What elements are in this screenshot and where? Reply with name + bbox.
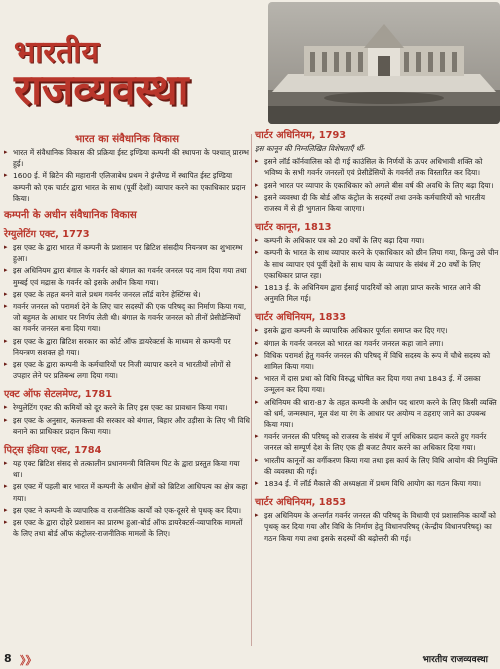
list-1773 <box>4 242 250 381</box>
list-1793 <box>255 156 500 214</box>
list-item: ▸ कम्पनी के अधिकार पत्र को 20 वर्षों के लिए बढ़ा दिया गया। <box>255 235 500 246</box>
list-item: ▸ इसने व्यवस्था दी कि बोर्ड ऑफ कंट्रोल के सदस्यों तथा उनके कर्मचारियों को भारतीय राजस्व में से ही भुगतान किया जाएगा। <box>255 192 500 214</box>
column-divider <box>251 134 252 646</box>
list-item: ▸ इस एक्ट ने कम्पनी के व्यापारिक व राजनीतिक कार्यों को एक-दूसरे से पृथक् कर दिया। <box>4 505 250 516</box>
heading-company-development: कम्पनी के अधीन संवैधानिक विकास <box>4 210 137 222</box>
list-item: ▸ भारत में संवैधानिक विकास की प्रक्रिया ईस्ट इण्डिया कम्पनी की स्थापना के पश्चात् प्रारम्भ हुई। <box>4 147 250 169</box>
chevron-arrows-icon: 》》 <box>20 654 37 667</box>
list-item: ▸ भारत में दास प्रथा को विधि विरुद्ध घोषित कर दिया गया तथा 1843 ई. में उसका उन्मूलन कर दिया गया। <box>255 373 500 395</box>
list-item: ▸ इस अधिनियम द्वारा बंगाल के गवर्नर को बंगाल का गवर्नर जनरल पद नाम दिया गया तथा मुम्बई एवं मद्रास के गवर्नर को इसके अधीन किया गया। <box>4 265 250 287</box>
list-item: ▸ यह एक्ट ब्रिटिश संसद से तत्कालीन प्रधानमन्त्री विलियम पिट के द्वारा प्रस्तुत किया गया था। <box>4 458 250 480</box>
left-column <box>4 128 250 540</box>
list-item: ▸ इसने लॉर्ड कॉर्नवालिस को दी गई काउंसिल के निर्णयों के ऊपर अधिभावी शक्ति को भविष्य के सभी गवर्नर जनरलों एवं प्रेसीडेंसियों के गवर्नरों तक विस्तारित कर दिया। <box>255 156 500 178</box>
right-column <box>255 128 500 545</box>
list-item: ▸ इस एक्ट के द्वारा कम्पनी के कर्मचारियों पर निजी व्यापार करने व भारतीयों लोगों से उपहार लेने पर प्रतिबन्ध लगा दिया गया। <box>4 359 250 381</box>
list-item: ▸ गवर्नर जनरल की परिषद् को राजस्व के संबंध में पूर्ण अधिकार प्रदान करते हुए गवर्नर जनरल को सम्पूर्ण देश के लिए एक ही बजट तैयार करने का अधिकार दिया गया। <box>255 431 500 453</box>
title-top: भारतीय <box>14 35 100 70</box>
title-main: राजव्यवस्था <box>14 65 189 114</box>
list-1853 <box>255 510 500 544</box>
heading-charter-act-1853: चार्टर अधिनियम, 1853 <box>255 497 347 509</box>
list-item: ▸ इस एक्ट के द्वारा दोहरे प्रशासन का प्रारम्भ हुआ-बोर्ड ऑफ डायरेक्टर्स-व्यापारिक मामलों के लिए तथा बोर्ड ऑफ कंट्रोलर-राजनीतिक मामलों के लिए। <box>4 517 250 539</box>
list-1784 <box>4 458 250 539</box>
list-item: ▸ इस अधिनियम के अन्तर्गत गवर्नर जनरल की परिषद् के विधायी एवं प्रशासनिक कार्यों को पृथक् कर दिया गया और विधि के निर्माण हेतु विधानपरिषद् (केन्द्रीय विधानपरिषद्) का गठन किया गया तथा इसके सदस्यों की बढ़ोत्तरी की गई। <box>255 510 500 544</box>
list-item: ▸ 1813 ई. के अधिनियम द्वारा ईसाई पादरियों को आज्ञा प्राप्त करके भारत आने की अनुमति मिल गई। <box>255 282 500 304</box>
list-item: ▸ रेग्युलेटिंग एक्ट की कमियों को दूर करने के लिए इस एक्ट का प्रावधान किया गया। <box>4 402 250 413</box>
heading-charter-act-1833: चार्टर अधिनियम, 1833 <box>255 312 347 324</box>
heading-regulating-act-1773: रेग्युलेटिंग एक्ट, 1773 <box>4 229 90 241</box>
list-item: ▸ विधिक परामर्श हेतु गवर्नर जनरल की परिषद् में विधि सदस्य के रूप में चौथे सदस्य को शामिल किया गया। <box>255 350 500 372</box>
list-item: ▸ 1600 ई. में ब्रिटेन की महारानी एलिजाबेथ प्रथम ने इंग्लैण्ड में स्थापित ईस्ट इण्डिया कम्पनी को एक चार्टर द्वारा भारत के साथ (पूर्वी देशों) व्यापार करने का एकाधिकार प्रदान किया। <box>4 170 250 204</box>
heading-act-of-settlement-1781: एक्ट ऑफ सेटलमेण्ट, 1781 <box>4 389 113 401</box>
subheading-1793: इस कानून की निम्नलिखित विशेषताएँ थीं- <box>255 144 366 153</box>
list-item: ▸ इस एक्ट में पहली बार भारत में कम्पनी के अधीन क्षेत्रों को ब्रिटिश आधिपत्य का क्षेत्र कहा गया। <box>4 481 250 503</box>
list-item: ▸ इसने भारत पर व्यापार के एकाधिकार को अगले बीस वर्ष की अवधि के लिए बढ़ा दिया। <box>255 180 500 191</box>
list-1781 <box>4 402 250 437</box>
heading-constitutional-development: भारत का संवैधानिक विकास <box>74 134 180 145</box>
list-item: ▸ गवर्नर जनरल को परामर्श देने के लिए चार सदस्यों की एक परिषद् का निर्माण किया गया, जो बहुमत के आधार पर निर्णय लेती थी। बंगाल के गवर्नर जनरल को तीनों प्रेसीडेन्सियों का गवर्नर जनरल बना दिया गया। <box>4 301 250 335</box>
list-item: ▸ अधिनियम की धारा-87 के तहत कम्पनी के अधीन पद धारण करने के लिए किसी व्यक्ति को धर्म, जन्मस्थान, मूल वंश या रंग के आधार पर अयोग्य न ठहराए जाने का उपबन्ध किया गया। <box>255 397 500 431</box>
list-item: ▸ बंगाल के गवर्नर जनरल को भारत का गवर्नर जनरल कहा जाने लगा। <box>255 338 500 349</box>
heading-charter-act-1793: चार्टर अधिनियम, 1793 <box>255 130 347 141</box>
footer-book-title: भारतीय राजव्यवस्था <box>422 655 488 665</box>
list-item: ▸ कम्पनी के भारत के साथ व्यापार करने के एकाधिकार को छीन लिया गया, किन्तु उसे चीन के साथ व्यापार एवं पूर्वी देशों के साथ चाय के व्यापार के संबंध में 20 वर्षों के लिए एकाधिकार प्राप्त रहा। <box>255 247 500 281</box>
list-item: ▸ इस एक्ट के द्वारा भारत में कम्पनी के प्रशासन पर ब्रिटिश संसदीय नियन्त्रण का शुभारम्भ हुआ। <box>4 242 250 264</box>
parliament-building-image <box>268 2 500 124</box>
intro-list <box>4 147 250 204</box>
list-item: ▸ इस एक्ट के द्वारा ब्रिटिश सरकार का कोर्ट ऑफ डायरेक्टर्स के माध्यम से कम्पनी पर नियन्त्रण सशक्त हो गया। <box>4 336 250 358</box>
list-item: ▸ भारतीय कानूनों का वर्गीकरण किया गया तथा इस कार्य के लिए विधि आयोग की नियुक्ति की व्यवस्था की गई। <box>255 455 500 477</box>
parliament-photo <box>268 2 500 124</box>
list-item: ▸ इस एक्ट के अनुसार, कलकत्ता की सरकार को बंगाल, बिहार और उड़ीसा के लिए भी विधि बनाने का प्राधिकार प्रदान किया गया। <box>4 415 250 437</box>
list-1813 <box>255 235 500 304</box>
list-1833 <box>255 325 500 489</box>
list-item: ▸ 1834 ई. में लॉर्ड मैकाले की अध्यक्षता में प्रथम विधि आयोग का गठन किया गया। <box>255 478 500 489</box>
page-number: 8 <box>4 652 12 665</box>
list-item: ▸ इसके द्वारा कम्पनी के व्यापारिक अधिकार पूर्णतः समाप्त कर दिए गए। <box>255 325 500 336</box>
heading-charter-act-1813: चार्टर कानून, 1813 <box>255 222 332 234</box>
heading-pitts-india-act-1784: पिट्स इंडिया एक्ट, 1784 <box>4 445 102 457</box>
list-item: ▸ इस एक्ट के तहत बनने वाले प्रथम गवर्नर जनरल लॉर्ड वारेन हेस्टिंग्स थे। <box>4 289 250 300</box>
